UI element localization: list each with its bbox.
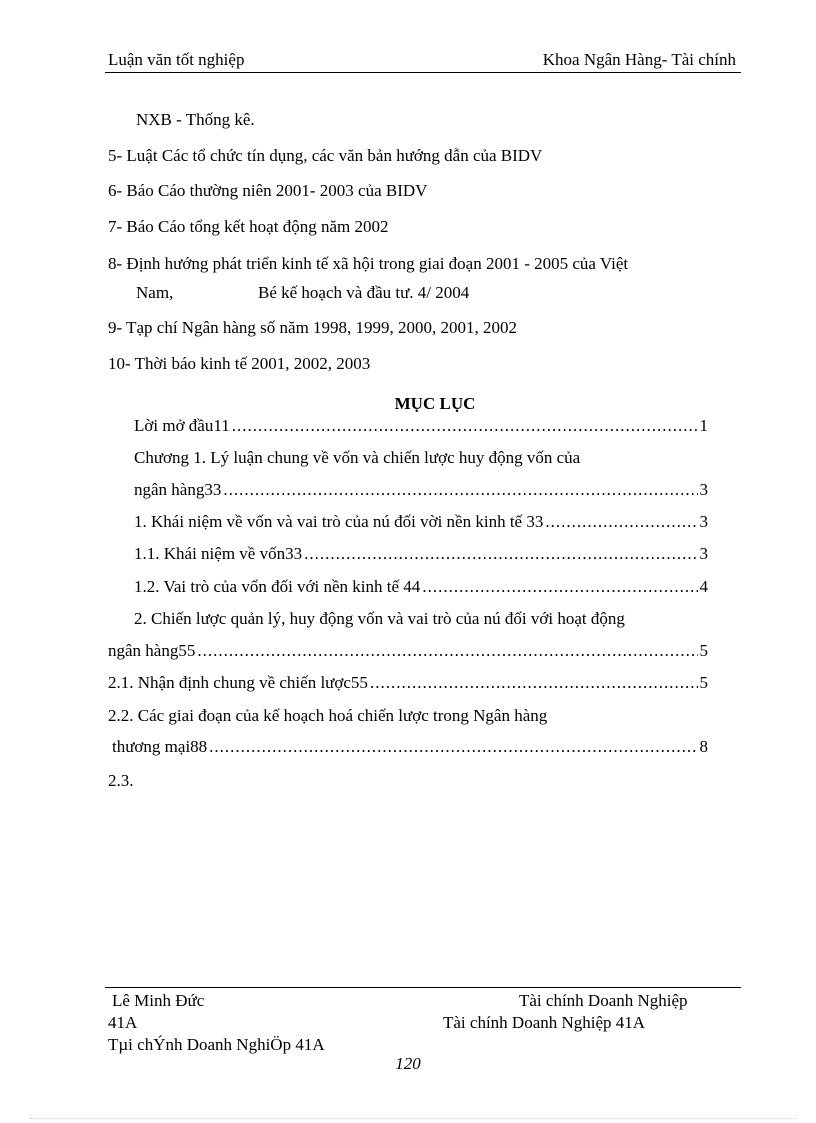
header-left: Luận văn tốt nghiệp xyxy=(108,50,245,69)
toc-entry-label: 1.1. Khái niệm về vốn33 xyxy=(134,544,303,563)
toc-entry xyxy=(134,416,708,436)
toc-leader xyxy=(197,641,697,661)
toc-entry-label: 1. Khái niệm về vốn và vai trò của nú đối vời nền kinh tế 33 xyxy=(134,512,544,531)
toc-entry-label: Chương 1. Lý luận chung về vốn và chiến lược huy động vốn của xyxy=(134,448,581,467)
toc-leader xyxy=(209,737,697,757)
footer-rule xyxy=(105,987,741,988)
toc-leader xyxy=(370,673,698,693)
toc-entry-page: 4 xyxy=(699,577,708,596)
toc-entry-label: 2. Chiến lược quản lý, huy động vốn và vai trò của nú đối với hoạt động xyxy=(134,609,625,628)
toc-entry xyxy=(134,448,580,468)
reference-line: 5- Luật Các tổ chức tín dụng, các văn bản hướng dẫn của BIDV xyxy=(108,146,543,165)
toc-entry-label: Lời mở đầu11 xyxy=(134,416,230,435)
toc-title: MỤC LỤC xyxy=(394,394,476,413)
reference-line: 9- Tạp chí Ngân hàng số năm 1998, 1999, 2000, 2001, 2002 xyxy=(108,318,518,337)
reference-line: 10- Thời báo kinh tế 2001, 2002, 2003 xyxy=(108,354,371,373)
toc-entry-label: 2.3. xyxy=(108,771,134,790)
toc-entry-label: 1.2. Vai trò của vốn đối với nền kinh tế 44 xyxy=(134,577,421,596)
footer-department: Tài chính Doanh Nghiệp xyxy=(519,991,688,1010)
header-rule xyxy=(105,72,741,73)
toc-entry-page: 5 xyxy=(699,641,708,660)
toc-entry-page: 3 xyxy=(699,480,708,499)
footer-department-class: Tài chính Doanh Nghiệp 41A xyxy=(443,1013,646,1032)
toc-entry xyxy=(134,544,708,564)
footer-class: 41A xyxy=(108,1013,138,1032)
footer-garbled-text: Tµi chÝnh Doanh NghiÖp 41A xyxy=(108,1035,325,1054)
reference-line: NXB - Thống kê. xyxy=(136,110,255,129)
toc-entry-page: 8 xyxy=(699,737,708,756)
toc-entry xyxy=(108,673,708,693)
toc-leader xyxy=(223,480,697,500)
toc-entry xyxy=(134,577,708,597)
toc-entry-page: 5 xyxy=(699,673,708,692)
reference-line: 6- Báo Cáo thường niên 2001- 2003 của BIDV xyxy=(108,181,428,200)
toc-entry xyxy=(112,737,708,757)
toc-entry-label: ngân hàng55 xyxy=(108,641,196,660)
toc-leader xyxy=(545,512,697,532)
reference-line: Bé kế hoạch và đầu tư. 4/ 2004 xyxy=(258,283,470,302)
toc-leader xyxy=(304,544,697,564)
toc-entry xyxy=(108,706,547,726)
reference-line: 7- Báo Cáo tổng kết hoạt động năm 2002 xyxy=(108,217,389,236)
toc-entry-page: 1 xyxy=(699,416,708,435)
page-bottom-border xyxy=(30,1118,796,1119)
header-right: Khoa Ngân Hàng- Tài chính xyxy=(542,50,736,69)
toc-entry xyxy=(134,480,708,500)
reference-line: Nam, xyxy=(136,283,174,302)
toc-entry-label: ngân hàng33 xyxy=(134,480,222,499)
toc-entry-label: 2.1. Nhận định chung về chiến lược55 xyxy=(108,673,368,692)
toc-entry-page: 3 xyxy=(699,512,708,531)
toc-entry xyxy=(108,771,134,791)
toc-entry-page: 3 xyxy=(699,544,708,563)
toc-entry-label: 2.2. Các giai đoạn của kế hoạch hoá chiến lược trong Ngân hàng xyxy=(108,706,548,725)
toc-entry xyxy=(134,512,708,532)
reference-line: 8- Định hướng phát triển kinh tế xã hội trong giai đoạn 2001 - 2005 của Việt xyxy=(108,254,629,273)
page-number: 120 xyxy=(395,1054,421,1073)
toc-entry xyxy=(108,641,708,661)
toc-leader xyxy=(422,577,697,597)
toc-leader xyxy=(232,416,698,436)
toc-entry xyxy=(134,609,625,629)
toc-entry-label: thương mại88 xyxy=(112,737,208,756)
footer-author: Lê Minh Đức xyxy=(112,991,205,1010)
